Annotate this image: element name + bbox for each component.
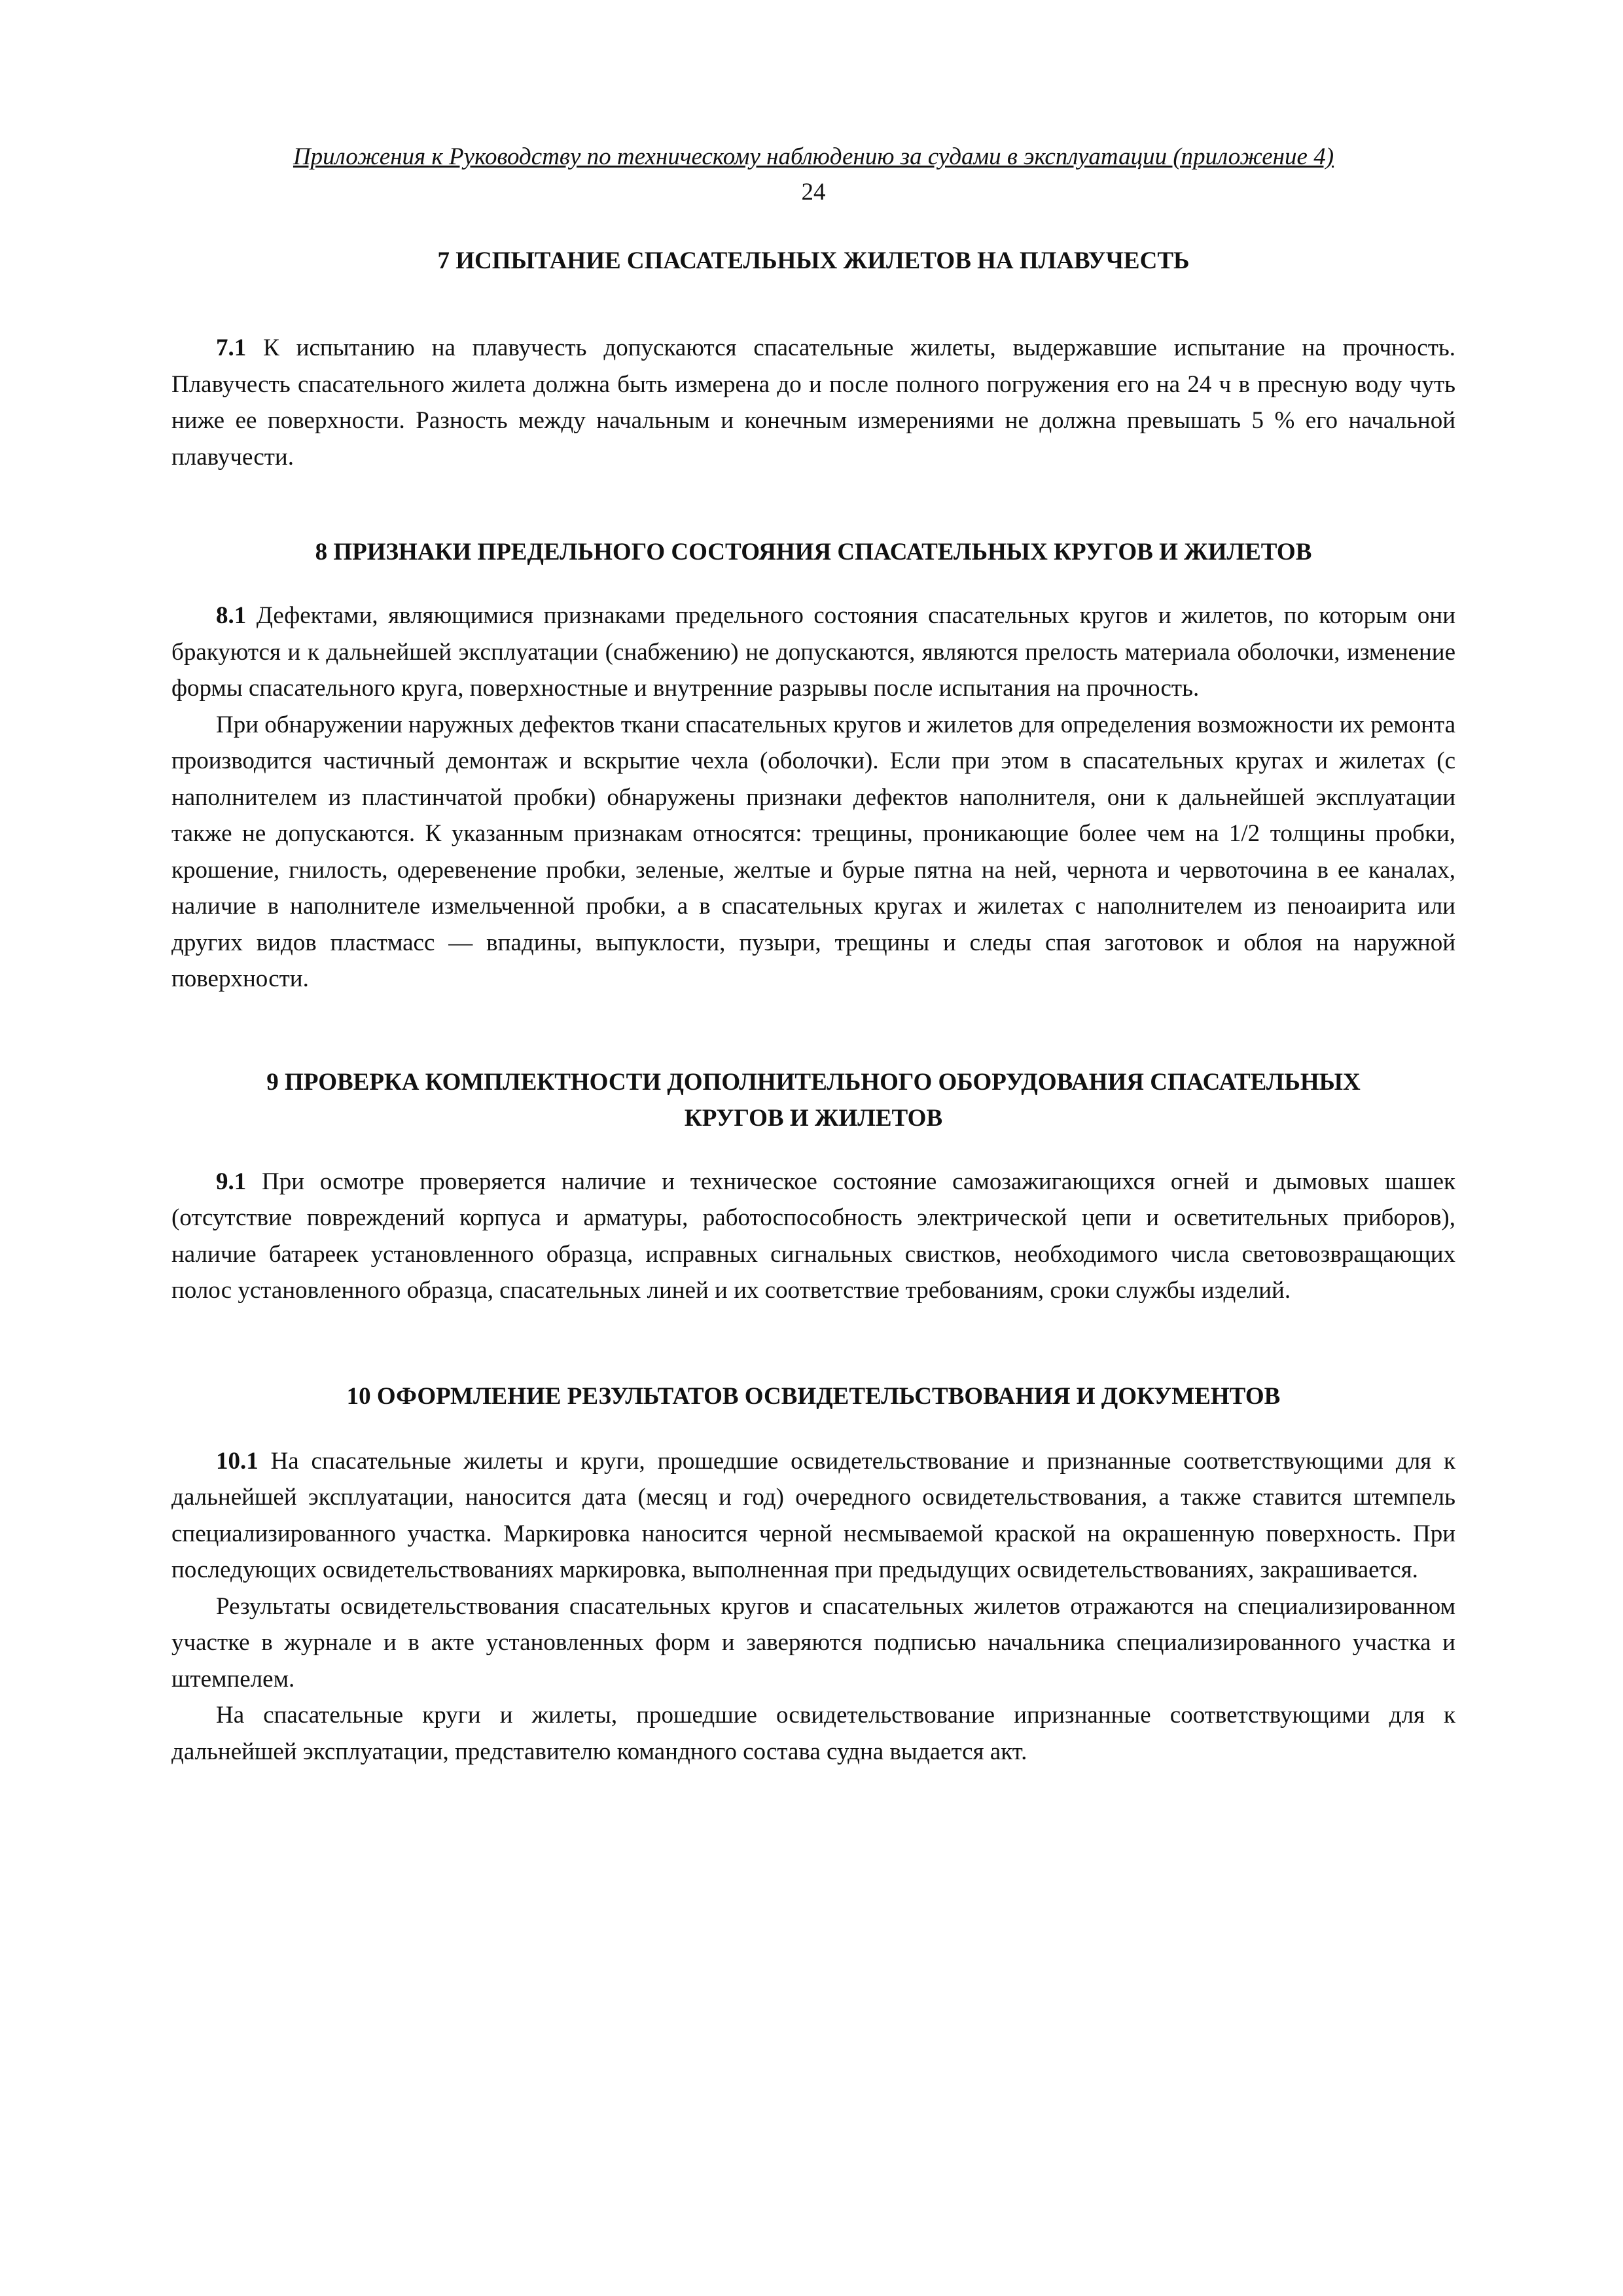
paragraph-7-1: [171, 330, 1455, 475]
running-header: Приложения к Руководству по техническому наблюдению за судами в эксплуатации (приложение 4): [293, 143, 1334, 170]
section-9-heading-line-2: КРУГОВ И ЖИЛЕТОВ: [684, 1104, 943, 1132]
paragraph-8-1: [171, 598, 1455, 707]
paragraph-10-1-text: На спасательные жилеты и круги, прошедшие освидетельствование и признанные соответствующими для к дальнейшей эксплуатации, наносится дата (месяц и год) очередного освидетельствования, а также ставится штемпель специализированного участка. Маркировка наносится черной несмываемой краской на окрашенную поверхность. При последующих освидетельствованиях маркировка, выполненная при предыдущих освидетельствованиях, закрашивается.: [171, 1447, 1455, 1583]
section-9-heading-line-1: 9 ПРОВЕРКА КОМПЛЕКТНОСТИ ДОПОЛНИТЕЛЬНОГО ОБОРУДОВАНИЯ СПАСАТЕЛЬНЫХ: [266, 1068, 1361, 1096]
paragraph-7-1-text: К испытанию на плавучесть допускаются спасательные жилеты, выдержавшие испытание на прочность. Плавучесть спасательного жилета должна быть измерена до и после полного погружения его на 24 ч в пресную воду чуть ниже ее поверхности. Разность между начальным и конечным измерениями не должна превышать 5 % его начальной плавучести.: [171, 334, 1455, 471]
section-9-heading: [171, 1064, 1455, 1136]
paragraph-8-1-text: Дефектами, являющимися признаками предельного состояния спасательных кругов и жилетов, по которым они бракуются и к дальнейшей эксплуатации (снабжению) не допускаются, являются прелость материала оболочки, изменение формы спасательного круга, поверхностные и внутренние разрывы после испытания на прочность.: [171, 602, 1455, 702]
paragraph-9-1: [171, 1164, 1455, 1309]
page-number: 24: [801, 179, 826, 206]
section-10-heading: 10 ОФОРМЛЕНИЕ РЕЗУЛЬТАТОВ ОСВИДЕТЕЛЬСТВОВАНИЯ И ДОКУМЕНТОВ: [346, 1382, 1281, 1410]
section-7-heading: 7 ИСПЫТАНИЕ СПАСАТЕЛЬНЫХ ЖИЛЕТОВ НА ПЛАВУЧЕСТЬ: [437, 247, 1190, 274]
paragraph-10-1: [171, 1443, 1455, 1588]
clause-number-9-1: 9.1: [216, 1168, 247, 1195]
clause-number-8-1: 8.1: [216, 602, 247, 629]
page-content: [171, 141, 1455, 1770]
clause-number-10-1: 10.1: [216, 1447, 259, 1475]
paragraph-8-1-continued: При обнаружении наружных дефектов ткани спасательных кругов и жилетов для определения возможности их ремонта производится частичный демонтаж и вскрытие чехла (оболочки). Если при этом в спасательных кругах и жилетах (с наполнителем из пластинчатой пробки) обнаружены признаки дефектов наполнителя, они к дальнейшей эксплуатации также не допускаются. К указанным признакам относятся: трещины, проникающие более чем на 1/2 толщины пробки, крошение, гнилость, одеревенение пробки, зеленые, желтые и бурые пятна на ней, чернота и червоточина в ее каналах, наличие в наполнителе измельченной пробки, а в спасательных кругах и жилетах с наполнителем из пеноаирита или других видов пластмасс — впадины, выпуклости, пузыри, трещины и следы спая заготовок и облоя на наружной поверхности.: [171, 711, 1455, 992]
clause-number-7-1: 7.1: [216, 334, 247, 361]
paragraph-9-1-text: При осмотре проверяется наличие и техническое состояние самозажигающихся огней и дымовых шашек (отсутствие повреждений корпуса и арматуры, работоспособность электрической цепи и осветительных приборов), наличие батареек установленного образца, исправных сигнальных свистков, необходимого числа световозвращающих полос установленного образца, спасательных линей и их соответствие требованиям, сроки службы изделий.: [171, 1168, 1455, 1304]
section-8-heading: 8 ПРИЗНАКИ ПРЕДЕЛЬНОГО СОСТОЯНИЯ СПАСАТЕЛЬНЫХ КРУГОВ И ЖИЛЕТОВ: [315, 539, 1312, 565]
paragraph-10-1-results: Результаты освидетельствования спасательных кругов и спасательных жилетов отражаются на специализированном участке в журнале и в акте установленных форм и заверяются подписью начальника специализированного участка и штемпелем.: [171, 1592, 1455, 1693]
paragraph-10-1-act: На спасательные круги и жилеты, прошедшие освидетельствование ипризнанные соответствующими для к дальнейшей эксплуатации, представителю командного состава судна выдается акт.: [171, 1702, 1455, 1765]
